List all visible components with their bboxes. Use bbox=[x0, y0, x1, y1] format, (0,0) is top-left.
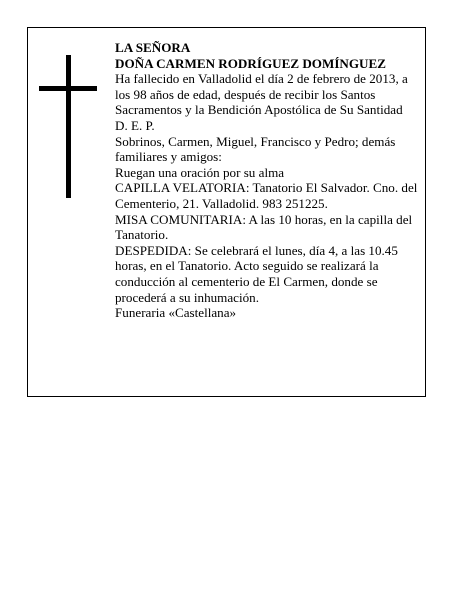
obituary-notice bbox=[27, 27, 426, 397]
funeral-home: Funeraria «Castellana» bbox=[115, 305, 237, 321]
family-line: Sobrinos, Carmen, Miguel, Francisco y Pedro; demás familiares y amigos: bbox=[115, 133, 396, 165]
chapel-info: CAPILLA VELATORIA: Tanatorio El Salvador. Cno. del Cementerio, 21. Valladolid. 983 251225. bbox=[115, 180, 418, 211]
prayer-line: Ruegan una oración por su alma bbox=[115, 164, 285, 180]
mass-info: MISA COMUNITARIA: A las 10 horas, en la capilla del Tanatorio. bbox=[115, 211, 413, 243]
notice-title: LA SEÑORA bbox=[115, 40, 191, 55]
obituary-text bbox=[115, 40, 421, 321]
farewell-info: DESPEDIDA: Se celebrará el lunes, día 4, a las 10.45 horas, en el Tanatorio. Acto seguido se realizará la conducción al cementerio de El Carmen, donde se procederá a su inhumación. bbox=[115, 242, 398, 305]
cross-vertical-bar bbox=[66, 55, 71, 198]
cross-icon bbox=[28, 28, 108, 228]
rip-text: D. E. P. bbox=[115, 117, 155, 133]
death-announcement: Ha fallecido en Valladolid el día 2 de febrero de 2013, a los 98 años de edad, después de recibir los Santos Sacramentos y la Bendición Apostólica de Su Santidad bbox=[115, 71, 408, 118]
cross-horizontal-bar bbox=[39, 86, 97, 91]
deceased-name: DOÑA CARMEN RODRÍGUEZ DOMÍNGUEZ bbox=[115, 55, 386, 71]
